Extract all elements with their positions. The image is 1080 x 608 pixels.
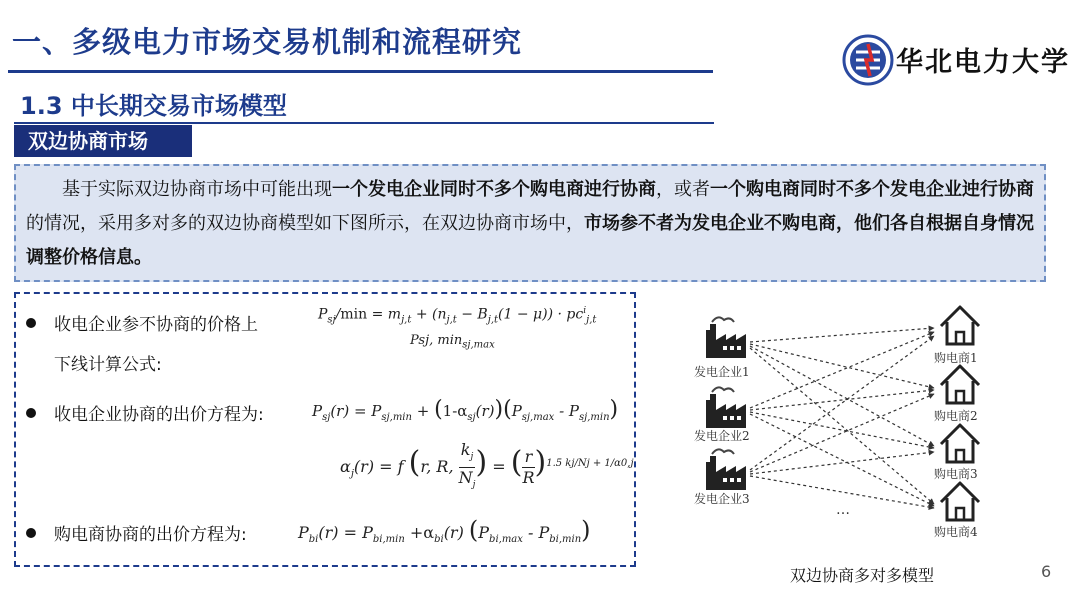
page-number: 6 <box>1041 562 1052 581</box>
bullet-generator-bid <box>26 400 264 425</box>
bullet-dot-icon <box>26 408 36 418</box>
intro-text-3: 的情况，采用多对多的双边协商模型如下图所示，在双边协商市场中， <box>26 213 584 234</box>
house-icon <box>941 483 979 520</box>
power-plant-icon <box>706 317 746 358</box>
section-title: 1.3 中长期交易市场模型 <box>20 92 287 120</box>
house-icon <box>941 425 979 462</box>
formula-generator-bid: $P_{sj}(r) = P_{sj,min} + (1-\alpha_{sj}(r))(P_{sj,max} - P_{sj,min})$ <box>312 397 619 423</box>
intro-bold-2: 一个购电商同时不多个发电企业迚行协商 <box>710 179 1034 200</box>
university-name: 华北电力大学 <box>896 47 1070 78</box>
generator-1-label: 发电企业1 <box>694 365 750 379</box>
power-plant-icon <box>706 387 746 428</box>
buyer-4 <box>934 483 979 539</box>
university-seal-icon <box>844 36 892 84</box>
intro-text-1: 基于实际双边协商市场中可能出现 <box>62 179 332 200</box>
plant-1 <box>694 317 750 379</box>
formula-price-limit: $P_{sj}/\min = m_{j,t} + (n_{j,t} - B_{j,t}(1 - \mu)) \cdot pc^i_{j,t}$ <box>318 306 597 326</box>
buyer-1 <box>934 307 979 365</box>
buyer-2-label: 购电商2 <box>934 409 978 423</box>
bullet-dot-icon <box>26 528 36 538</box>
main-title: 一、多级电力市场交易机制和流程研究 <box>12 25 523 59</box>
many-to-many-diagram <box>690 300 1010 550</box>
bullet-price-limits-text: 收电企业参不协商的价格上 <box>54 315 258 335</box>
section-divider <box>14 122 714 124</box>
bullet-buyer-bid <box>26 520 247 545</box>
bullet-price-limits <box>26 310 258 335</box>
generator-3-label: 发电企业3 <box>694 492 750 506</box>
intro-text-2: ，或者 <box>656 179 710 200</box>
intro-paragraph <box>26 173 1038 275</box>
power-plant-icon <box>706 449 746 490</box>
generator-2-label: 发电企业2 <box>694 429 750 443</box>
bullet-price-limits-cont: 下线计算公式: <box>54 355 162 375</box>
formula-price-limit-max: Psj, $\min_{sj,max}$ <box>410 333 495 351</box>
title-divider <box>8 70 713 73</box>
house-icon <box>941 307 979 344</box>
bullet-dot-icon <box>26 318 36 328</box>
intro-bold-3: 市场参不者为发电企业不购电商，他们各自根据自身情况调整价格信息。 <box>26 213 1034 268</box>
formula-buyer-bid: $P_{bi}(r) = P_{bi,min} +\alpha_{bi}(r)$ $(P_{bi,max} - P_{bi,min})$ <box>298 516 591 546</box>
buyer-3 <box>934 425 979 481</box>
plant-3 <box>694 449 750 506</box>
intro-bold-1: 一个发电企业同时不多个购电商迚行协商 <box>332 179 656 200</box>
connection-arrows <box>750 328 934 508</box>
buyer-1-label: 购电商1 <box>934 351 978 365</box>
diagram-caption: 双边协商多对多模型 <box>790 566 935 585</box>
diagram-ellipsis: … <box>836 502 850 518</box>
sub-section-label: 双边协商市场 <box>14 125 192 157</box>
plant-2 <box>694 387 750 443</box>
house-icon <box>941 366 979 403</box>
buyer-4-label: 购电商4 <box>934 525 978 539</box>
bullet-generator-bid-text: 收电企业协商的出价方程为: <box>54 405 264 425</box>
bullet-buyer-bid-text: 购电商协商的出价方程为: <box>54 525 247 545</box>
formula-alpha: $\alpha_j(r) = f$ (r, R, $\frac{k_j}{N_j}$ ) = ( $\frac{r}{R}$ )$^{1.5 kj/Nj + 1/\alpha 0,j}$ <box>340 440 634 491</box>
buyer-3-label: 购电商3 <box>934 467 978 481</box>
buyer-2 <box>934 366 979 423</box>
